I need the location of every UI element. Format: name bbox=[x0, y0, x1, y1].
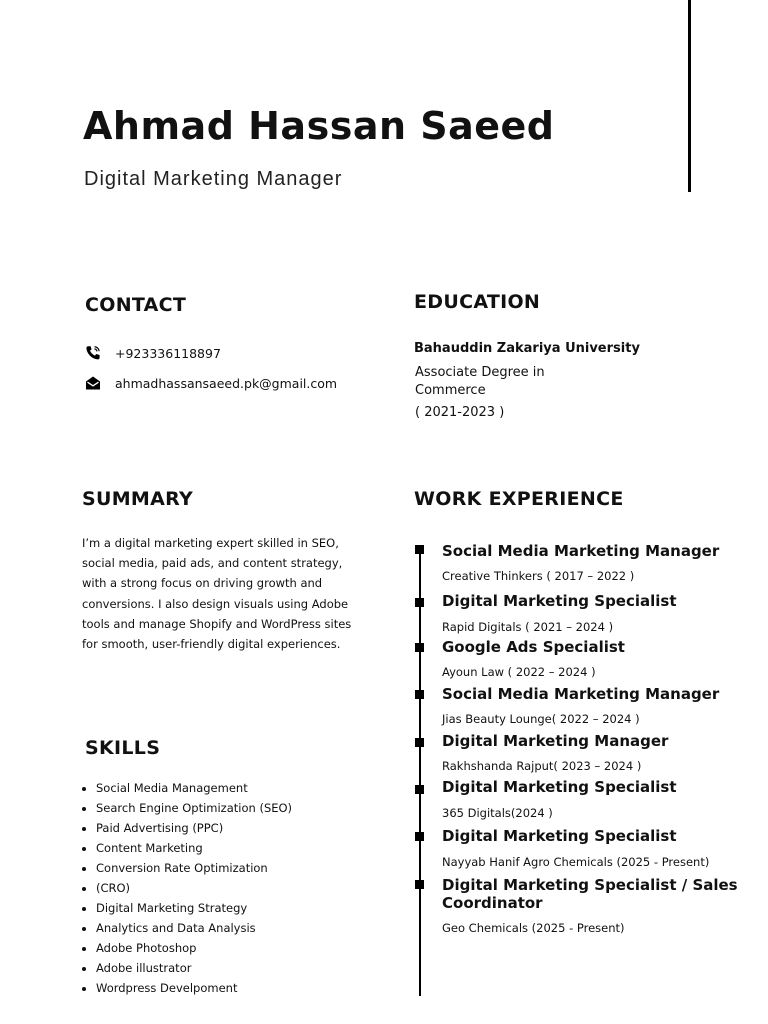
education-heading: EDUCATION bbox=[414, 291, 541, 313]
skill-item: • Content Marketing bbox=[96, 838, 356, 858]
summary-text: I’m a digital marketing expert skilled in SEO, social media, paid ads, and content strategy, with a strong focus on driving growth and conversions. I also design visuals using Adobe tools and manage Shopify and WordPress sites for smooth, user-friendly digital experiences. bbox=[82, 536, 352, 652]
timeline-marker bbox=[415, 598, 424, 607]
timeline-marker bbox=[415, 690, 424, 699]
timeline-marker bbox=[415, 880, 424, 889]
university-name: Bahauddin Zakariya University bbox=[414, 341, 640, 356]
job-company: 365 Digitals(2024 ) bbox=[442, 806, 553, 820]
header-divider bbox=[688, 0, 691, 192]
phone-row bbox=[85, 344, 221, 362]
skill-item: • Social Media Management bbox=[96, 778, 356, 798]
work-experience-heading: WORK EXPERIENCE bbox=[414, 488, 624, 510]
email-row bbox=[85, 374, 337, 392]
skill-item: • (CRO) bbox=[96, 878, 356, 898]
job-title: Digital Marketing Specialist bbox=[442, 592, 677, 610]
skills-list bbox=[78, 778, 356, 998]
job-title: Social Media Marketing Manager bbox=[442, 685, 720, 703]
skill-item: • Adobe illustrator bbox=[96, 958, 356, 978]
timeline-line bbox=[419, 545, 421, 996]
job-company: Rapid Digitals ( 2021 – 2024 ) bbox=[442, 620, 614, 634]
summary-heading: SUMMARY bbox=[82, 488, 194, 510]
envelope-icon bbox=[85, 375, 101, 391]
full-name: Ahmad Hassan Saeed bbox=[83, 104, 555, 148]
job-company: Ayoun Law ( 2022 – 2024 ) bbox=[442, 665, 596, 679]
timeline-marker bbox=[415, 643, 424, 652]
job-title: Digital Marketing Manager bbox=[84, 168, 343, 190]
job-title: Social Media Marketing Manager bbox=[442, 542, 720, 560]
skill-item: • Wordpress Develpoment bbox=[96, 978, 356, 998]
timeline-marker bbox=[415, 785, 424, 794]
timeline-marker bbox=[415, 832, 424, 841]
skill-item: • Adobe Photoshop bbox=[96, 938, 356, 958]
skill-item: • Search Engine Optimization (SEO) bbox=[96, 798, 356, 818]
job-title: Google Ads Specialist bbox=[442, 638, 625, 656]
job-company: Jias Beauty Lounge( 2022 – 2024 ) bbox=[442, 712, 640, 726]
job-company: Geo Chemicals (2025 - Present) bbox=[442, 921, 625, 935]
email-address[interactable]: ahmadhassansaeed.pk@gmail.com bbox=[115, 375, 338, 391]
degree: Associate Degree in Commerce bbox=[415, 365, 545, 398]
contact-heading: CONTACT bbox=[85, 294, 187, 316]
skill-item: • Paid Advertising (PPC) bbox=[96, 818, 356, 838]
job-company: Rakhshanda Rajput( 2023 – 2024 ) bbox=[442, 759, 642, 773]
education-years: ( 2021-2023 ) bbox=[415, 405, 505, 420]
job-title: Digital Marketing Manager bbox=[442, 732, 669, 750]
skills-heading: SKILLS bbox=[85, 737, 161, 759]
job-title: Digital Marketing Specialist bbox=[442, 827, 677, 845]
timeline-marker bbox=[415, 545, 424, 554]
phone-icon bbox=[85, 345, 101, 361]
timeline-marker bbox=[415, 738, 424, 747]
job-title: Digital Marketing Specialist bbox=[442, 778, 677, 796]
job-company: Nayyab Hanif Agro Chemicals (2025 - Present) bbox=[442, 855, 710, 869]
skill-item: • Conversion Rate Optimization bbox=[96, 858, 356, 878]
job-company: Creative Thinkers ( 2017 – 2022 ) bbox=[442, 569, 635, 583]
job-title: Digital Marketing Specialist / Sales Coordinator bbox=[442, 876, 738, 912]
phone-number[interactable]: +923336118897 bbox=[115, 345, 221, 361]
skill-item: • Digital Marketing Strategy bbox=[96, 898, 356, 918]
skill-item: • Analytics and Data Analysis bbox=[96, 918, 356, 938]
